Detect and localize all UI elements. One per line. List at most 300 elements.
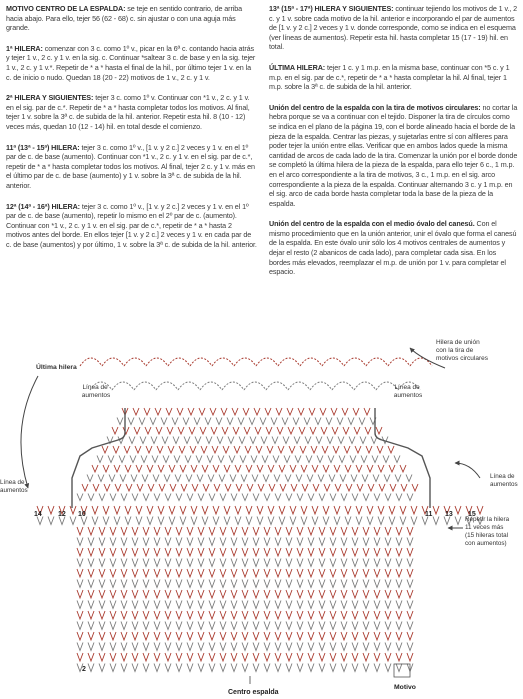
stitch-motif xyxy=(365,427,371,434)
stitch-motif xyxy=(385,632,391,640)
stitch-motif xyxy=(312,506,318,514)
increase-line-right xyxy=(375,408,430,508)
stitch-motif xyxy=(330,653,336,661)
chain-arc xyxy=(168,358,190,366)
stitch-motif xyxy=(389,506,395,514)
stitch-motif xyxy=(242,538,248,546)
stitch-motif xyxy=(154,643,160,651)
stitch-motif xyxy=(132,559,138,567)
stitch-motif xyxy=(242,580,248,588)
stitch-motif xyxy=(329,475,335,482)
stitch-motif xyxy=(275,527,281,535)
stitch-motif xyxy=(202,506,208,514)
stitch-motif xyxy=(242,527,248,535)
stitch-motif xyxy=(367,465,373,472)
stitch-motif xyxy=(385,548,391,556)
stitch-motif xyxy=(227,418,233,425)
stitch-motif xyxy=(346,484,352,491)
stitch-motif xyxy=(152,456,158,463)
stitch-motif xyxy=(286,601,292,609)
stitch-motif xyxy=(377,446,383,453)
stitch-motif xyxy=(272,437,278,444)
stitch-motif xyxy=(99,559,105,567)
stitch-motif xyxy=(110,569,116,577)
stitch-motif xyxy=(99,632,105,640)
stitch-motif xyxy=(110,632,116,640)
stitch-motif xyxy=(264,580,270,588)
stitch-motif xyxy=(339,456,345,463)
paragraph-title: 11ª (13ª - 15ª) HILERA: xyxy=(6,142,80,152)
stitch-motif xyxy=(180,465,186,472)
stitch-motif xyxy=(275,538,281,546)
chain-arc xyxy=(410,358,432,366)
label-hilera-union: Hilera de unión con la tira de motivos circulares xyxy=(436,339,489,362)
stitch-motif xyxy=(385,559,391,567)
stitch-motif xyxy=(224,506,230,514)
label-ultima-hilera: Última hilera xyxy=(36,364,77,371)
stitch-motif xyxy=(99,580,105,588)
stitch-motif xyxy=(390,484,396,491)
stitch-motif xyxy=(291,484,297,491)
stitch-motif xyxy=(264,601,270,609)
stitch-motif xyxy=(145,427,151,434)
stitch-motif xyxy=(295,456,301,463)
stitch-motif xyxy=(131,475,137,482)
stitch-motif xyxy=(148,484,154,491)
stitch-motif xyxy=(352,527,358,535)
stitch-motif xyxy=(411,517,417,525)
stitch-motif xyxy=(297,580,303,588)
stitch-motif xyxy=(187,548,193,556)
chain-arc xyxy=(234,358,256,366)
stitch-motif xyxy=(363,494,369,501)
stitch-motif xyxy=(165,622,171,630)
stitch-motif xyxy=(88,601,94,609)
row-number-13: 13 xyxy=(445,511,453,518)
stitch-motif xyxy=(264,622,270,630)
stitch-motif xyxy=(264,548,270,556)
stitch-motif xyxy=(123,427,129,434)
stitch-motif xyxy=(165,494,171,501)
stitch-motif xyxy=(187,559,193,567)
stitch-motif xyxy=(341,559,347,567)
stitch-motif xyxy=(88,494,94,501)
stitch-motif xyxy=(319,632,325,640)
stitch-motif xyxy=(187,527,193,535)
stitch-motif xyxy=(143,494,149,501)
stitch-motif xyxy=(319,580,325,588)
stitch-motif xyxy=(132,569,138,577)
stitch-motif xyxy=(264,653,270,661)
stitch-motif xyxy=(400,465,406,472)
stitch-motif xyxy=(286,643,292,651)
stitch-motif xyxy=(232,408,238,415)
label-centro-espalda: Centro espalda xyxy=(228,689,279,696)
paragraph-text: comenzar con 3 c. como 1º v., picar en la 6ª c. contando hacia atrás y tejer 1 v., 2 c. y 1 v. en la sig. c. Continuar *saltear 3 c. de base y en la sig. tejer 1 v., 2 c. y 1 v.*. Repetir de * a * hasta el final de la hil., por último tejer 1 v. en la c. de inicio o nudo. Quedan 18 (20 - 22) motivos de 1 v., 2 c. y 1 v. xyxy=(6,43,256,82)
stitch-motif xyxy=(233,427,239,434)
stitch-motif xyxy=(165,590,171,598)
stitch-motif xyxy=(99,548,105,556)
stitch-motif xyxy=(194,418,200,425)
stitch-motif xyxy=(260,418,266,425)
stitch-motif xyxy=(326,418,332,425)
stitch-motif xyxy=(198,538,204,546)
chain-arc xyxy=(222,382,244,390)
stitch-motif xyxy=(231,622,237,630)
stitch-motif xyxy=(109,475,115,482)
stitch-motif xyxy=(165,580,171,588)
stitch-motif xyxy=(99,590,105,598)
stitch-motif xyxy=(77,622,83,630)
stitch-motif xyxy=(88,527,94,535)
chain-arc xyxy=(366,358,388,366)
stitch-motif xyxy=(253,653,259,661)
stitch-motif xyxy=(246,517,252,525)
stitch-motif xyxy=(352,622,358,630)
stitch-motif xyxy=(297,601,303,609)
stitch-motif xyxy=(146,446,152,453)
stitch-motif xyxy=(174,456,180,463)
stitch-motif xyxy=(264,643,270,651)
stitch-motif xyxy=(242,643,248,651)
stitch-motif xyxy=(315,418,321,425)
stitch-motif xyxy=(304,418,310,425)
stitch-motif xyxy=(144,408,150,415)
stitch-motif xyxy=(275,494,281,501)
stitch-motif xyxy=(290,506,296,514)
stitch-motif xyxy=(165,643,171,651)
stitch-motif xyxy=(164,475,170,482)
stitch-motif xyxy=(88,664,94,672)
stitch-motif xyxy=(213,506,219,514)
stitch-motif xyxy=(412,484,418,491)
stitch-motif xyxy=(255,427,261,434)
stitch-motif xyxy=(121,569,127,577)
stitch-motif xyxy=(279,465,285,472)
stitch-motif xyxy=(88,632,94,640)
stitch-motif xyxy=(231,601,237,609)
paragraph-text: continuar tejiendo los motivos de 1 v., 2 c. y 1 v. sobre cada motivo de la hil. anterior e incorporando el par de aumentos de [1 v. y 2 c.] 2 veces y 1 v. donde corresponde, como se indica en el esquema (ver líneas de aumentos). Repetir esta hil. hasta completar 15 (17 - 19) hil. en total. xyxy=(269,4,518,52)
stitch-motif xyxy=(363,622,369,630)
stitch-motif xyxy=(368,484,374,491)
stitch-motif xyxy=(334,465,340,472)
stitch-motif xyxy=(110,580,116,588)
stitch-motif xyxy=(264,538,270,546)
stitch-motif xyxy=(121,590,127,598)
stitch-motif xyxy=(318,475,324,482)
stitch-motif xyxy=(143,527,149,535)
stitch-motif xyxy=(287,408,293,415)
stitch-motif xyxy=(119,456,125,463)
stitch-motif xyxy=(352,611,358,619)
stitch-motif xyxy=(374,611,380,619)
paragraph-text: no cortar la hebra porque se va a continuar con el tejido. Disponer la tira de círculos como se indica en el plano de la página 19, con el borde alineado hacia el borde de la pieza de la espalda. Centrar las piezas, y sujetarlas entre sí con alfileres para poder tejer la unión entre ellas. Verificar que en ambos lados quede la misma cantidad de arcos de cada lado de la tira. Comenzar la unión por el borde donde se completó la última hilera de la pieza de la espalda, para ello tejer 6 c., 1 m.p. en el arco correspondiente a la tira de motivos, 3 c., 1 m.p. en el sig. arco correspondiente a la pieza de la espalda. Continuar alternando 3 c. y 1 m.p. en el sig. arco de cada borde hasta completar toda la base de la pieza de la espalda. xyxy=(269,102,518,208)
stitch-motif xyxy=(353,408,359,415)
stitch-motif xyxy=(341,632,347,640)
stitch-motif xyxy=(77,653,83,661)
stitch-motif xyxy=(344,446,350,453)
stitch-motif xyxy=(136,465,142,472)
stitch-motif xyxy=(341,538,347,546)
stitch-motif xyxy=(137,484,143,491)
stitch-motif xyxy=(301,517,307,525)
stitch-motif xyxy=(132,653,138,661)
stitch-motif xyxy=(477,506,483,514)
stitch-motif xyxy=(229,456,235,463)
stitch-motif xyxy=(198,494,204,501)
stitch-motif xyxy=(308,548,314,556)
stitch-motif xyxy=(276,408,282,415)
stitch-motif xyxy=(242,611,248,619)
chain-arc xyxy=(278,358,300,366)
stitch-motif xyxy=(308,494,314,501)
chain-arc xyxy=(146,358,168,366)
stitch-motif xyxy=(361,456,367,463)
stitch-motif xyxy=(396,538,402,546)
stitch-motif xyxy=(407,527,413,535)
stitch-motif xyxy=(385,527,391,535)
stitch-motif xyxy=(88,569,94,577)
stitch-motif xyxy=(374,643,380,651)
stitch-motif xyxy=(363,664,369,672)
stitch-motif xyxy=(364,408,370,415)
chain-arc xyxy=(134,382,156,390)
stitch-motif xyxy=(168,446,174,453)
stitch-motif xyxy=(284,456,290,463)
stitch-motif xyxy=(88,548,94,556)
stitch-motif xyxy=(77,527,83,535)
stitch-motif xyxy=(297,527,303,535)
stitch-motif xyxy=(279,517,285,525)
stitch-motif xyxy=(151,437,157,444)
stitch-motif xyxy=(169,465,175,472)
stitch-motif xyxy=(330,643,336,651)
stitch-motif xyxy=(198,653,204,661)
stitch-motif xyxy=(319,559,325,567)
stitch-motif xyxy=(187,653,193,661)
stitch-motif xyxy=(352,643,358,651)
stitch-motif xyxy=(157,446,163,453)
stitch-motif xyxy=(374,632,380,640)
stitch-motif xyxy=(342,408,348,415)
stitch-motif xyxy=(374,538,380,546)
stitch-motif xyxy=(385,580,391,588)
stitch-motif xyxy=(334,506,340,514)
stitch-motif xyxy=(154,527,160,535)
stitch-motif xyxy=(363,559,369,567)
stitch-motif xyxy=(132,494,138,501)
stitch-motif xyxy=(176,611,182,619)
stitch-motif xyxy=(293,418,299,425)
stitch-motif xyxy=(319,653,325,661)
stitch-motif xyxy=(134,427,140,434)
stitch-motif xyxy=(253,601,259,609)
stitch-motif xyxy=(352,580,358,588)
stitch-motif xyxy=(87,475,93,482)
stitch-motif xyxy=(154,653,160,661)
stitch-motif xyxy=(77,538,83,546)
stitch-motif xyxy=(297,538,303,546)
stitch-motif xyxy=(132,548,138,556)
paragraph-union-tira xyxy=(269,103,518,209)
stitch-motif xyxy=(99,611,105,619)
stitch-motif xyxy=(269,484,275,491)
stitch-motif xyxy=(231,643,237,651)
stitch-motif xyxy=(154,622,160,630)
stitch-motif xyxy=(407,548,413,556)
stitch-motif xyxy=(385,538,391,546)
chain-arc xyxy=(354,382,376,390)
stitch-motif xyxy=(103,465,109,472)
stitch-motif xyxy=(319,643,325,651)
stitch-motif xyxy=(308,611,314,619)
stitch-motif xyxy=(352,601,358,609)
stitch-motif xyxy=(330,632,336,640)
stitch-motif xyxy=(319,494,325,501)
stitch-motif xyxy=(322,446,328,453)
stitch-motif xyxy=(313,484,319,491)
stitch-motif xyxy=(209,580,215,588)
stitch-motif xyxy=(88,643,94,651)
stitch-grid xyxy=(37,408,483,672)
stitch-motif xyxy=(341,548,347,556)
stitch-motif xyxy=(352,590,358,598)
stitch-motif xyxy=(173,437,179,444)
stitch-motif xyxy=(121,580,127,588)
stitch-motif xyxy=(367,506,373,514)
stitch-motif xyxy=(345,517,351,525)
stitch-motif xyxy=(154,611,160,619)
stitch-motif xyxy=(388,446,394,453)
stitch-motif xyxy=(242,569,248,577)
stitch-motif xyxy=(220,527,226,535)
stitch-motif xyxy=(363,643,369,651)
stitch-motif xyxy=(374,601,380,609)
stitch-motif xyxy=(93,484,99,491)
stitch-motif xyxy=(200,427,206,434)
stitch-motif xyxy=(121,664,127,672)
stitch-motif xyxy=(396,559,402,567)
stitch-motif xyxy=(230,475,236,482)
stitch-motif xyxy=(224,465,230,472)
stitch-motif xyxy=(202,517,208,525)
stitch-motif xyxy=(352,653,358,661)
stitch-motif xyxy=(143,538,149,546)
stitch-motif xyxy=(253,632,259,640)
crochet-chart xyxy=(0,338,523,699)
stitch-motif xyxy=(252,475,258,482)
stitch-motif xyxy=(400,517,406,525)
stitch-motif xyxy=(282,418,288,425)
stitch-motif xyxy=(286,494,292,501)
stitch-motif xyxy=(394,456,400,463)
stitch-motif xyxy=(253,494,259,501)
stitch-motif xyxy=(209,643,215,651)
stitch-motif xyxy=(209,548,215,556)
stitch-motif xyxy=(253,622,259,630)
stitch-motif xyxy=(290,517,296,525)
paragraph-title: 2ª HILERA Y SIGUIENTES: xyxy=(6,93,94,103)
stitch-motif xyxy=(321,427,327,434)
stitch-motif xyxy=(158,517,164,525)
stitch-motif xyxy=(187,643,193,651)
stitch-motif xyxy=(162,437,168,444)
stitch-motif xyxy=(264,590,270,598)
stitch-motif xyxy=(143,569,149,577)
stitch-motif xyxy=(257,465,263,472)
stitch-motif xyxy=(385,622,391,630)
stitch-motif xyxy=(316,437,322,444)
stitch-motif xyxy=(297,632,303,640)
stitch-motif xyxy=(374,569,380,577)
stitch-motif xyxy=(136,517,142,525)
stitch-motif xyxy=(158,465,164,472)
stitch-motif xyxy=(332,427,338,434)
stitch-motif xyxy=(163,456,169,463)
stitch-motif xyxy=(220,559,226,567)
stitch-motif xyxy=(363,569,369,577)
stitch-motif xyxy=(114,465,120,472)
stitch-motif xyxy=(236,484,242,491)
stitch-motif xyxy=(396,611,402,619)
stitch-motif xyxy=(198,611,204,619)
stitch-motif xyxy=(324,484,330,491)
stitch-motif xyxy=(319,538,325,546)
stitch-motif xyxy=(319,527,325,535)
stitch-motif xyxy=(341,590,347,598)
stitch-motif xyxy=(301,465,307,472)
stitch-motif xyxy=(175,475,181,482)
stitch-motif xyxy=(245,446,251,453)
stitch-motif xyxy=(180,506,186,514)
stitch-motif xyxy=(240,456,246,463)
left-column xyxy=(6,4,257,260)
stitch-motif xyxy=(253,590,259,598)
stitch-motif xyxy=(121,611,127,619)
stitch-motif xyxy=(319,590,325,598)
stitch-motif xyxy=(176,632,182,640)
stitch-motif xyxy=(279,506,285,514)
paragraph-text: se teje en sentido contrario, de arriba hacia abajo. Para ello, tejer 56 (62 - 68) c. sin ajustar o con una aguja más grande. xyxy=(6,4,243,33)
stitch-motif xyxy=(310,427,316,434)
stitch-motif xyxy=(176,569,182,577)
stitch-motif xyxy=(220,622,226,630)
stitch-motif xyxy=(308,643,314,651)
stitch-motif xyxy=(188,408,194,415)
stitch-motif xyxy=(99,601,105,609)
stitch-motif xyxy=(154,601,160,609)
stitch-motif xyxy=(231,664,237,672)
stitch-motif xyxy=(363,590,369,598)
stitch-motif xyxy=(142,475,148,482)
stitch-motif xyxy=(308,527,314,535)
stitch-motif xyxy=(297,653,303,661)
stitch-motif xyxy=(186,475,192,482)
stitch-motif xyxy=(273,456,279,463)
stitch-motif xyxy=(165,632,171,640)
stitch-motif xyxy=(220,538,226,546)
stitch-motif xyxy=(319,601,325,609)
stitch-motif xyxy=(374,653,380,661)
stitch-motif xyxy=(264,611,270,619)
stitch-motif xyxy=(154,494,160,501)
stitch-motif xyxy=(159,484,165,491)
stitch-motif xyxy=(154,569,160,577)
stitch-motif xyxy=(220,601,226,609)
stitch-motif xyxy=(176,580,182,588)
stitch-motif xyxy=(264,632,270,640)
paragraph-hilera-2 xyxy=(6,93,257,131)
